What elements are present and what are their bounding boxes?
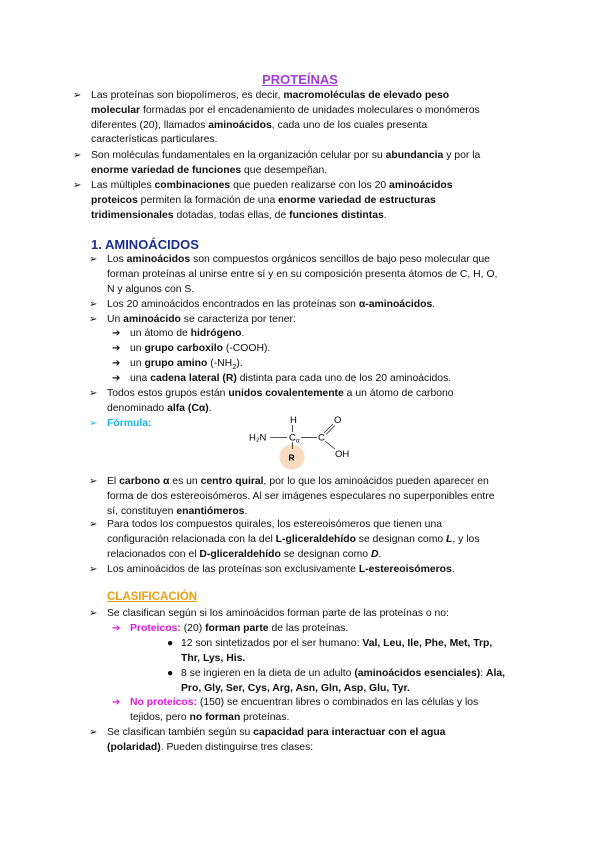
class-no-proteicos: ➔ No proteicos: (150) se encuentran libres o combinados en las células y los tejidos, pero no forman proteínas.: [112, 697, 479, 723]
aminoacid-bullet-1: ➢ Los aminoácidos son compuestos orgánicos sencillos de bajo peso molecular que forman proteínas al unirse entre sí y en su composición presenta átomos de C, H, O, N y algunos con S.: [89, 254, 498, 295]
formula-oh: OH: [335, 449, 350, 460]
arrow-bullet-icon: ➢: [89, 519, 98, 530]
arrow-bullet-icon: ➢: [89, 299, 98, 310]
formula-h2n: H₂N: [249, 432, 267, 444]
arrow-bullet-icon: ➢: [89, 608, 98, 619]
proteicos-synthesized: ● 12 son sintetizados por el ser humano: Val, Leu, Ile, Phe, Met, Trp, Thr, Lys, His.: [167, 638, 493, 664]
proteicos-essential: ● 8 se ingieren en la dieta de un adulto (aminoácidos esenciales): Ala, Pro, Gly, Ser, Cys, Arg, Asn, Gln, Asp, Glu, Tyr.: [167, 668, 506, 694]
formula-c-alpha-sub: α: [295, 437, 300, 445]
arrow-right-icon: ➔: [112, 373, 121, 384]
bullet-dot-icon: ●: [167, 638, 174, 649]
aminoacid-bullet-6: ➢ Para todos los compuestos quirales, los estereoisómeros que tienen una configuración relacionada con la del L-gliceraldehído se designan como L, y los relacionados con el D-gliceraldehído se designan como D.: [89, 519, 480, 560]
formula-r: R: [288, 452, 295, 463]
class-proteicos: ➔ Proteicos: (20) forman parte de las proteínas.: [130, 622, 530, 637]
intro-bullet-3: ➢ Las múltiples combinaciones que pueden realizarse con los 20 aminoácidos proteicos permiten la formación de una enorme variedad de estructuras tridimensionales dotadas, todas ellas, de funciones distintas.: [73, 180, 453, 221]
arrow-bullet-icon: ➢: [89, 388, 98, 399]
arrow-right-icon: ➔: [112, 343, 121, 354]
aminoacid-bullet-7: ➢ Los aminoácidos de las proteínas son exclusivamente L-estereoisómeros.: [107, 563, 532, 578]
arrow-bullet-icon: ➢: [89, 418, 98, 429]
section-heading-clasificacion: CLASIFICACIÓN: [107, 591, 198, 603]
arrow-right-icon: ➔: [112, 358, 121, 369]
component-hydrogen: ➔ un átomo de hidrógeno.: [130, 327, 530, 342]
arrow-bullet-icon: ➢: [89, 564, 98, 575]
aminoacid-bullet-4: ➢ Todos estos grupos están unidos covalentemente a un átomo de carbono denominado alfa (Cα).: [89, 388, 454, 414]
classification-bullet-2: ➢ Se clasifican también según su capacidad para interactuar con el agua (polaridad). Pueden distinguirse tres clases:: [89, 727, 446, 753]
arrow-right-icon: ➔: [112, 697, 121, 708]
formula-o: O: [334, 415, 342, 426]
formula-c-alpha: [289, 433, 300, 445]
arrow-bullet-icon: ➢: [89, 254, 98, 265]
intro-bullet-2: ➢ Son moléculas fundamentales en la organización celular por su abundancia y por la enorme variedad de funciones que desempeñan.: [73, 150, 481, 176]
bullet-dot-icon: ●: [167, 668, 174, 679]
formula-h: H: [290, 415, 297, 426]
aminoacid-bullet-2: ➢ Los 20 aminoácidos encontrados en las proteínas son α-aminoácidos.: [107, 298, 532, 313]
arrow-bullet-icon: ➢: [89, 476, 98, 487]
intro-bullet-1: ➢ Las proteínas son biopolímeros, es decir, macromoléculas de elevado peso molecular formadas por el encadenamiento de unidades moleculares o monómeros diferentes (20), llamados aminoácidos, cada uno de los cuales presenta características particulares.: [73, 90, 480, 146]
arrow-right-icon: ➔: [112, 328, 121, 339]
bond-c-oh: [325, 441, 335, 449]
formula-label: Fórmula:: [107, 418, 152, 429]
section-heading-aminoacidos: 1. AMINOÁCIDOS: [91, 237, 199, 252]
arrow-bullet-icon: ➢: [73, 150, 82, 161]
component-amino: ➔ un grupo amino $(-NH_2)$.: [112, 358, 243, 372]
arrow-bullet-icon: ➢: [73, 90, 82, 101]
classification-bullet-1: ➢ Se clasifican según si los aminoácidos forman parte de las proteínas o no:: [107, 607, 532, 622]
page-title: PROTEÍNAS: [262, 72, 338, 87]
arrow-right-icon: ➔: [112, 623, 121, 634]
formula-c: C: [318, 432, 325, 444]
amino-acid-structure: [240, 412, 370, 472]
formula-c-alpha-letter: C: [289, 432, 296, 444]
component-carboxyl: ➔ un grupo carboxilo (-COOH).: [130, 342, 530, 357]
arrow-bullet-icon: ➢: [89, 727, 98, 738]
arrow-bullet-icon: ➢: [89, 314, 98, 325]
aminoacid-bullet-5: ➢ El carbono α es un centro quiral, por lo que los aminoácidos pueden aparecer en forma de dos estereoisómeros. Al ser imágenes especulares no superponibles entre sí, constituyen enantiómeros.: [89, 476, 495, 517]
component-side-chain: ➔ una cadena lateral (R) distinta para cada uno de los 20 aminoácidos.: [130, 372, 530, 387]
aminoacid-bullet-3: ➢ Un aminoácido se caracteriza por tener:: [107, 313, 532, 328]
arrow-bullet-icon: ➢: [73, 180, 82, 191]
